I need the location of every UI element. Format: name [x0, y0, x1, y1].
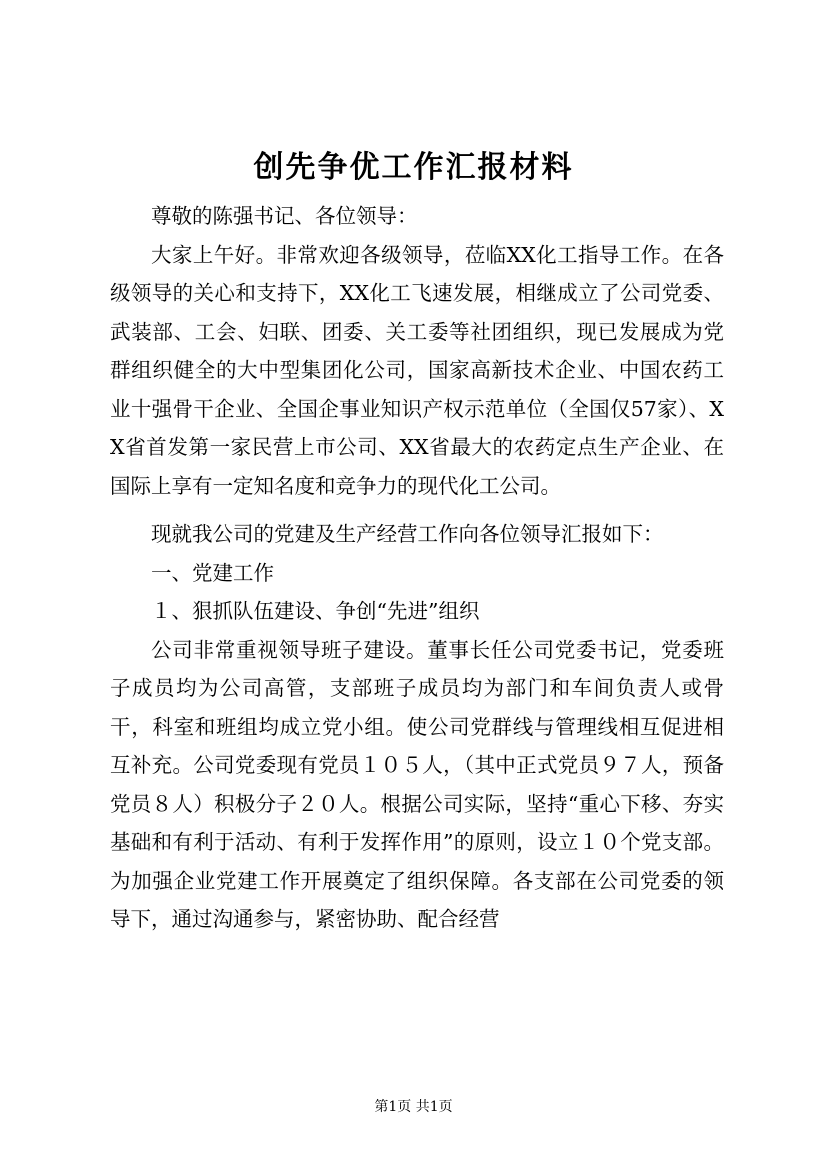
page-footer: 第1页 共1页 [374, 1099, 453, 1115]
subsection-heading: １、狠抓队伍建设、争创“先进”组织 [151, 599, 480, 623]
document-body [110, 197, 724, 939]
section-heading: 一、党建工作 [151, 560, 274, 585]
body-paragraph: 公司非常重视领导班子建设。董事长任公司党委书记，党委班子成员均为公司高管，支部班子成员均为部门和车间负责人或骨干，科室和班组均成立党小组。使公司党群线与管理线相互促进相互补充。公司党委现有党员１０５人，（其中正式党员９７人，预备党员８人）积极分子２０人。根据公司实际，坚持“重心下移、夯实基础和有利于活动、有利于发挥作用”的原则，设立１０个党支部。为加强企业党建工作开展奠定了组织保障。各支部在公司党委的领导下，通过沟通参与，紧密协助、配合经营 [110, 637, 724, 931]
greeting-paragraph: 尊敬的陈强书记、各位领导： [151, 204, 418, 228]
intro-paragraph: 大家上午好。非常欢迎各级领导，莅临XX化工指导工作。在各级领导的关心和支持下，XX化工飞速发展，相继成立了公司党委、武装部、工会、妇联、团委、关工委等社团组织，现已发展成为党群组织健全的大中型集团化公司，国家高新技术企业、中国农药工业十强骨干企业、全国企事业知识产权示范单位（全国仅57家）、XX省首发第一家民营上市公司、XX省最大的农药定点生产企业、在国际上享有一定知名度和竞争力的现代化工公司。 [110, 242, 724, 498]
report-lead-paragraph: 现就我公司的党建及生产经营工作向各位领导汇报如下： [151, 522, 664, 546]
document-title: 创先争优工作汇报材料 [253, 150, 574, 185]
